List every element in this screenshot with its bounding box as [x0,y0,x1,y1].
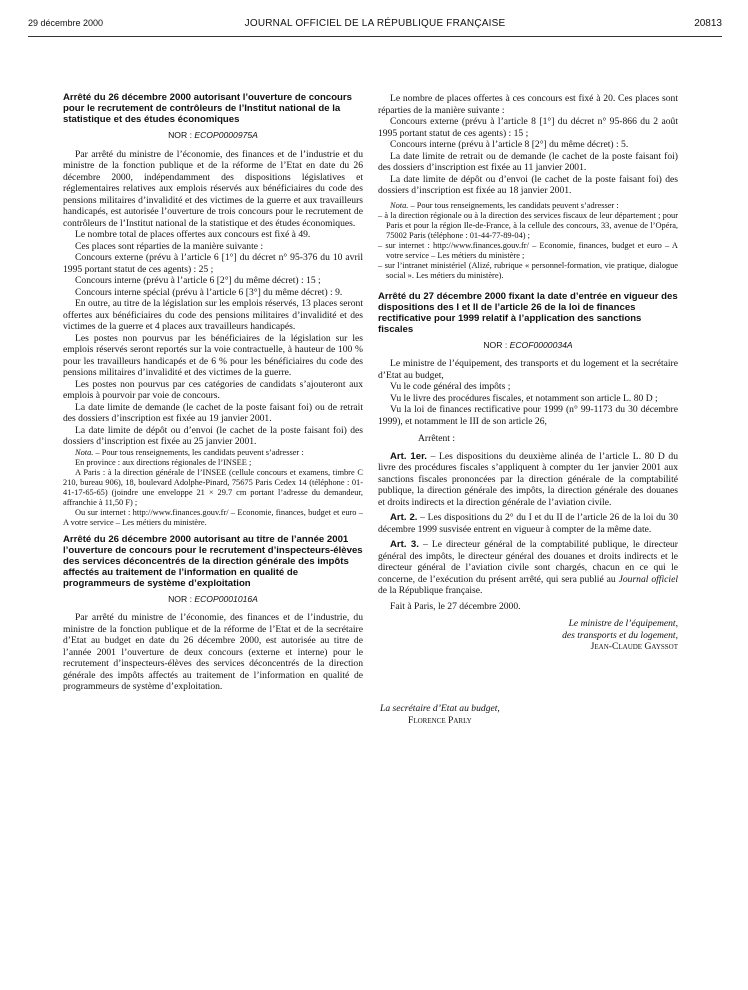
article-3 [378,539,678,597]
nota-item: – sur l’intranet ministériel (Alizé, rubrique « personnel-formation, vie pratique, dialogue social ». Les métiers du ministère). [378,260,678,280]
arrete-1-nor [63,130,363,142]
nor-prefix: NOR : [168,130,195,140]
nor-prefix: NOR : [483,339,510,350]
page-number: 20813 [694,18,722,29]
arrete-3-nor [378,340,678,352]
minister-role-2: des transports et du logement, [562,629,678,641]
nota-text: – Pour tous renseignements, les candidats peuvent s’adresser : [93,447,304,457]
left-column [63,92,363,693]
paragraph: Concours externe (prévu à l’article 8 [1°] du décret n° 95-866 du 2 août 1995 portant statut de ces agents) : 15 ; [378,116,678,139]
header-rule [28,36,722,37]
secretary-name: Florence Parly [408,715,472,726]
arretent: Arrêtent : [418,433,456,444]
article-2-text: – Les dispositions du 2° du I et du II de l’article 26 de la loi du 30 décembre 1999 susvisée entrent en vigueur à compter de la même date. [378,512,678,535]
paragraph: Concours interne (prévu à l’article 8 [2°] du même décret) : 5. [390,139,629,150]
paragraph: Les postes non pourvus par les bénéficiaires de la législation sur les emplois réservés seront reportés sur la voie contractuelle, à hauteur de 100 % pour les travailleurs handicapés et de 6 % pour les bénéficiaires du code des pensions militaires d’invalidité et des victimes de la guerre. [63,332,363,378]
article-2-label: Art. 2. [390,512,418,523]
arrete-2-title: Arrêté du 26 décembre 2000 autorisant au titre de l’année 2001 l’ouverture de concours pour le recrutement d’inspecteurs-élèves des services déconcentrés de la direction générale des impôts affectés au traitement de l’information en qualité de programmeurs de système d’exploitation [63,533,363,589]
paragraph: Concours interne spécial (prévu à l’article 6 [3°] du même décret) : 9. [75,286,343,298]
article-3-label: Art. 3. [390,539,419,550]
paragraph: Le ministre de l’équipement, des transports et du logement et la secrétaire d’Etat au budget, [378,358,678,381]
paragraph: Vu le livre des procédures fiscales, et notamment son article L. 80 D ; [390,392,658,404]
article-1-text: – Les dispositions du deuxième alinéa de l’article L. 80 D du livre des procédures fiscales s’appliquent à compter du 1er janvier 2001 aux sanctions fiscales prononcées par la direction générale de la comptabilité publique, la direction générale des impôts, la direction générale des douanes et droits indirects et la direction générale de l’aviation civile. [378,450,679,508]
paragraph: Par arrêté du ministre de l’économie, des finances et de l’industrie, du ministre de la fonction publique et de la réforme de l’Etat et de la secrétaire d’Etat au budget en date du 26 décembre 2000, est autorisée au titre de l’année 2001 l’ouverture de deux concours (externe et interne) pour le recrutement d’inspecteurs-élèves des services déconcentrés de la direction générale des impôts affectés au traitement de l’information en qualité de programmeurs de système d’exploitation. [63,612,363,692]
secretary-signature [380,703,500,727]
paragraph: Vu la loi de finances rectificative pour 1999 (n° 99-1173 du 30 décembre 1999), et notamment le III de son article 26, [378,404,678,427]
header-date: 29 décembre 2000 [28,18,104,28]
nota-item: A Paris : à la direction générale de l’INSEE (cellule concours et examens, timbre C 210, bureau 906), 18, boulevard Adolphe-Pinard, 75675 Paris Cedex 14 (téléphone : 01-41-17-65-65) (joindre une enveloppe 21 × 29.7 cm portant l’adresse du demandeur, affranchie à 11,50 F) ; [63,467,363,507]
secretary-role: La secrétaire d’Etat au budget, [380,703,500,714]
arrete-1-nota [63,448,363,528]
page-header [28,18,722,32]
paragraph: Concours interne (prévu à l’article 6 [2°] du même décret) : 15 ; [75,275,321,286]
nota-label: Nota. [390,200,409,210]
paragraph: La date limite de dépôt ou d’envoi (le cachet de la poste faisant foi) des dossiers d’inscription est fixée au 18 janvier 2001. [378,173,678,196]
minister-role-1: Le ministre de l’équipement, [568,618,678,629]
article-3-text: – Le directeur général de la comptabilité publique, le directeur général des impôts, le directeur général des douanes et droits indirects et le directeur général de l’aviation civile sont chargés, chacun en ce qui le concerne, de l’exécution du présent arrêté, qui sera publié au [378,539,678,585]
nor-prefix: NOR : [168,593,195,604]
paragraph: Par arrêté du ministre de l’économie, des finances et de l’industrie et du ministre de la fonction publique et de la réforme de l’Etat en date du 26 décembre 2000, indépendamment des dispositions législatives et réglementaires relatives aux emplois réservés aux bénéficiaires du code des pensions militaires d’invalidité et des victimes de la guerre et aux travailleurs handicapés, est autorisée l’ouverture de trois concours pour le recrutement de contrôleurs de l’Institut national de la statistique et des études économiques. [63,148,363,229]
right-column [378,93,678,653]
paragraph: En outre, au titre de la législation sur les emplois réservés, 13 places seront offertes aux bénéficiaires du code des pensions militaires d’invalidité et des victimes de la guerre et 4 places aux travailleurs handicapés. [63,298,363,332]
article-3-text-end: de la République française. [378,585,483,596]
nota-item: – à la direction régionale ou à la direction des services fiscaux de leur département ; pour Paris et pour la région Ile-de-France, à la cellule des concours, 33, avenue de l’Opéra, 75002 Paris (téléphone : 01-44-77-89-04) ; [378,210,678,240]
paragraph: La date limite de retrait ou de demande (le cachet de la poste faisant foi) des dossiers d’inscription est fixée au 11 janvier 2001. [378,150,678,173]
minister-name: Jean-Claude Gayssot [590,641,678,652]
paragraph: La date limite de dépôt ou d’envoi (le cachet de la poste faisant foi) des dossiers d’inscription est fixée au 25 janvier 2001. [63,424,363,447]
article-1 [378,451,678,509]
arrete-2-nota [378,201,678,281]
paragraph: Le nombre de places offertes à ces concours est fixé à 20. Ces places sont réparties de la manière suivante : [378,93,678,116]
nota-label: Nota. [75,447,94,457]
arrete-2-nor [63,594,363,606]
nota-item: En province : aux directions régionales de l’INSEE ; [75,457,252,467]
journal-title: JOURNAL OFFICIEL DE LA RÉPUBLIQUE FRANÇAISE [244,18,506,29]
article-1-label: Art. 1er. [390,450,427,462]
nota-item: Ou sur internet : http://www.finances.gouv.fr/ – Economie, finances, budget et euro – A votre service – Les métiers du ministère. [63,507,363,527]
paragraph: Vu le code général des impôts ; [390,381,511,392]
paragraph: La date limite de demande (le cachet de la poste faisant foi) ou de retrait des dossiers d’inscription est fixée au 19 janvier 2001. [63,401,363,424]
arrete-3-title: Arrêté du 27 décembre 2000 fixant la date d’entrée en vigueur des dispositions des I et II de l’article 26 de la loi de finances rectificative pour 1999 relatif à l’application des sanctions fiscales [378,290,678,335]
paragraph: Ces places sont réparties de la manière suivante : [75,240,264,252]
arrete-1-title: Arrêté du 26 décembre 2000 autorisant l’ouverture de concours pour le recrutement de contrôleurs de l’Institut national de la statistique et des études économiques [63,92,352,125]
fait-a-paris: Fait à Paris, le 27 décembre 2000. [390,600,521,612]
journal-officiel-ref: Journal officiel [618,573,678,585]
paragraph: Le nombre total de places offertes aux concours est fixé à 49. [75,229,311,240]
paragraph: Les postes non pourvus par ces catégories de candidats s’ajouteront aux emplois à pourvoir par voie de concours. [63,378,363,401]
article-2 [378,512,678,535]
paragraph: Concours externe (prévu à l’article 6 [1°] du décret n° 95-376 du 10 avril 1995 portant statut de ces agents) : 25 ; [63,252,363,275]
nor-code: ECOF0000034A [509,339,573,350]
nor-code: ECOP0001016A [194,593,258,604]
nor-code: ECOP0000975A [194,130,258,140]
nota-text: – Pour tous renseignements, les candidats peuvent s’adresser : [408,200,619,210]
nota-item: – sur internet : http://www.finances.gouv.fr/ – Economie, finances, budget et euro – A votre service – Les métiers du ministère ; [378,240,678,260]
